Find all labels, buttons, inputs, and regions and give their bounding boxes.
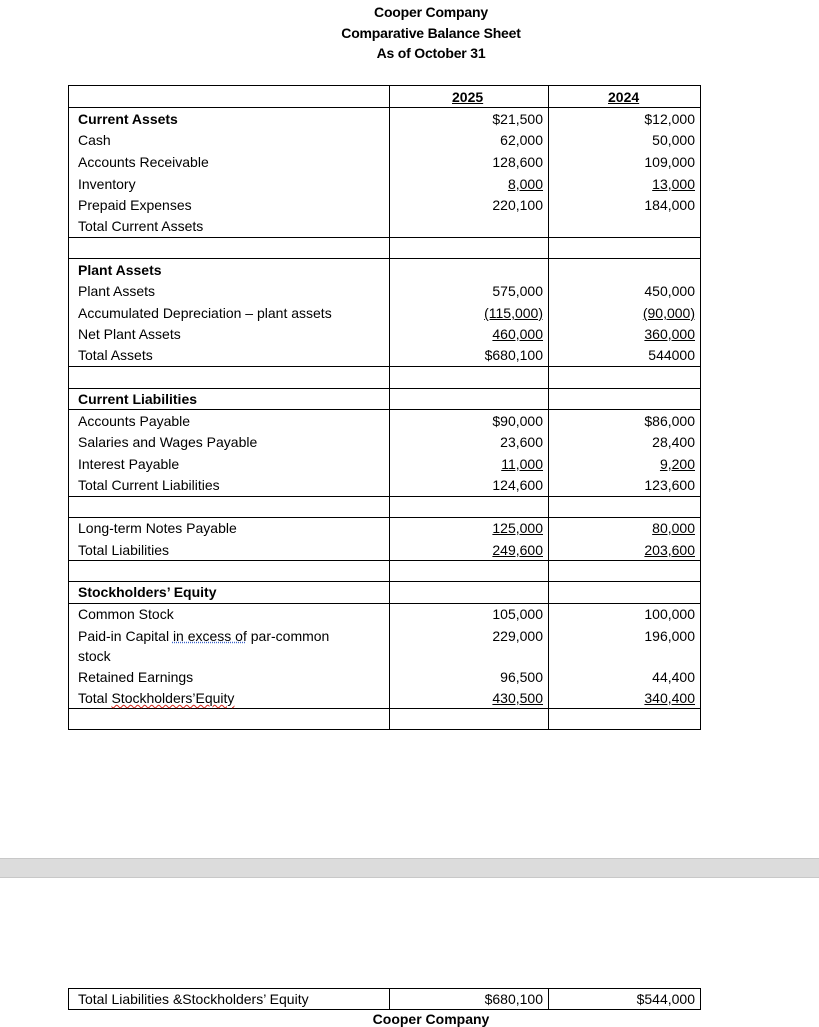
value-2024-prepaid-expenses: 13,000 [652,176,695,192]
footer-divider-1 [389,988,390,1010]
value-2025-accounts-receivable: 62,000 [500,132,543,148]
row-rule [68,107,701,108]
value-2025-common-stock: 105,000 [492,606,543,622]
row-label-salaries-wages-payable: Salaries and Wages Payable [78,434,258,450]
value-2025-total-current-liabilities: 124,600 [492,477,543,493]
value-2024-total-current-liabilities: 123,600 [644,477,695,493]
value-2024-common-stock: 100,000 [644,606,695,622]
section-heading-current-assets: Current Assets [78,111,178,127]
value-2024-interest-payable: 9,200 [659,456,695,472]
row-rule [68,603,701,604]
value-2024-total-liabilities: 203,600 [644,542,695,558]
footer-border-left [68,988,69,1010]
row-rule [68,560,701,561]
footer-border-right [700,988,701,1010]
value-2024-plant-assets: 450,000 [644,283,695,299]
value-2024-long-term-notes-payable: 80,000 [652,520,695,536]
table-border-top [68,85,701,86]
value-2025-total-stockholders-equity: 430,500 [492,690,543,706]
value-2024-inventory: 109,000 [644,154,695,170]
section-heading-plant-assets: Plant Assets [78,262,162,278]
row-rule [68,258,701,259]
value-2025-total-assets: $680,100 [484,347,543,363]
row-label-inventory: Inventory [78,176,136,192]
total-equity-label-start: Total [78,690,112,706]
row-label-total-assets: Total Assets [78,347,153,363]
grammar-flagged-phrase[interactable]: in excess of [172,628,247,644]
value-2025-total-liabilities-and-equity: $680,100 [484,991,543,1007]
value-2025-net-plant-assets: 460,000 [492,326,543,342]
value-2024-total-liabilities-and-equity: $544,000 [636,991,695,1007]
value-2024-total-assets: 544000 [648,347,695,363]
row-rule [68,517,701,518]
value-2025-total-current-assets: 220,100 [492,197,543,213]
value-2025-prepaid-expenses: 8,000 [507,176,543,192]
col-divider-years [548,85,549,730]
statement-date: As of October 31 [376,45,486,61]
value-2024-accounts-receivable: 50,000 [652,132,695,148]
row-label-total-stockholders-equity [78,689,234,707]
row-label-total-current-liabilities: Total Current Liabilities [78,477,220,493]
row-label-accumulated-depreciation: Accumulated Depreciation – plant assets [78,305,332,321]
paid-in-label-end: par-common [246,628,330,644]
table-border-bottom [68,729,701,730]
row-label-accounts-receivable: Accounts Receivable [78,154,209,170]
value-2024-net-plant-assets: 360,000 [644,326,695,342]
value-2024-cash: $12,000 [644,111,695,127]
value-2024-paid-in-capital: 196,000 [644,628,695,644]
row-label-prepaid-expenses: Prepaid Expenses [78,197,192,213]
value-2025-retained-earnings: 96,500 [500,669,543,685]
spelling-flagged-word[interactable]: Stockholders’Equity [111,690,235,706]
row-label-interest-payable: Interest Payable [78,456,180,472]
row-label-total-current-assets: Total Current Assets [78,218,204,234]
row-label-total-liabilities-and-equity: Total Liabilities &Stockholders’ Equity [78,991,309,1007]
value-2025-long-term-notes-payable: 125,000 [492,520,543,536]
row-label-retained-earnings: Retained Earnings [78,669,194,685]
value-2025-plant-assets: 575,000 [492,283,543,299]
next-page-company-name: Cooper Company [372,1011,490,1027]
row-label-total-liabilities: Total Liabilities [78,542,170,558]
value-2024-retained-earnings: 44,400 [652,669,695,685]
page-break-band [0,858,819,878]
value-2024-total-current-assets: 184,000 [644,197,695,213]
value-2025-paid-in-capital: 229,000 [492,628,543,644]
row-rule [68,708,701,709]
value-2024-total-stockholders-equity: 340,400 [644,690,695,706]
value-2025-accounts-payable: $90,000 [492,413,543,429]
value-2024-accumulated-depreciation: (90,000) [642,305,695,321]
row-label-common-stock: Common Stock [78,606,174,622]
row-rule [68,366,701,367]
value-2025-inventory: 128,600 [492,154,543,170]
row-rule [68,409,701,410]
statement-title: Comparative Balance Sheet [341,25,521,41]
paid-in-label-start: Paid-in Capital [78,628,173,644]
table-border-left [68,85,69,730]
value-2025-accumulated-depreciation: (115,000) [484,305,543,321]
row-label-cash: Cash [78,132,111,148]
footer-divider-2 [548,988,549,1010]
column-header-2025: 2025 [452,89,484,105]
row-label-plant-assets: Plant Assets [78,283,156,299]
table-border-right [700,85,701,730]
section-heading-current-liabilities: Current Liabilities [78,391,198,407]
value-2025-interest-payable: 11,000 [501,456,543,472]
value-2025-salaries-wages-payable: 23,600 [500,434,543,450]
row-rule [68,581,701,582]
row-label-accounts-payable: Accounts Payable [78,413,191,429]
company-name: Cooper Company [374,4,488,20]
value-2025-total-liabilities: 249,600 [492,542,543,558]
row-label-net-plant-assets: Net Plant Assets [78,326,181,342]
row-rule [68,496,701,497]
footer-border-bottom [68,1009,701,1010]
row-label-paid-in-capital-wrap: stock [78,648,111,664]
footer-border-top [68,988,701,989]
section-heading-stockholders-equity: Stockholders’ Equity [78,584,217,600]
value-2024-salaries-wages-payable: 28,400 [652,434,695,450]
row-label-long-term-notes-payable: Long-term Notes Payable [78,520,237,536]
row-rule [68,388,701,389]
column-header-2024: 2024 [608,89,640,105]
col-divider-label [389,85,390,730]
row-rule [68,237,701,238]
row-label-paid-in-capital [78,627,329,645]
value-2024-accounts-payable: $86,000 [644,413,695,429]
value-2025-cash: $21,500 [492,111,543,127]
